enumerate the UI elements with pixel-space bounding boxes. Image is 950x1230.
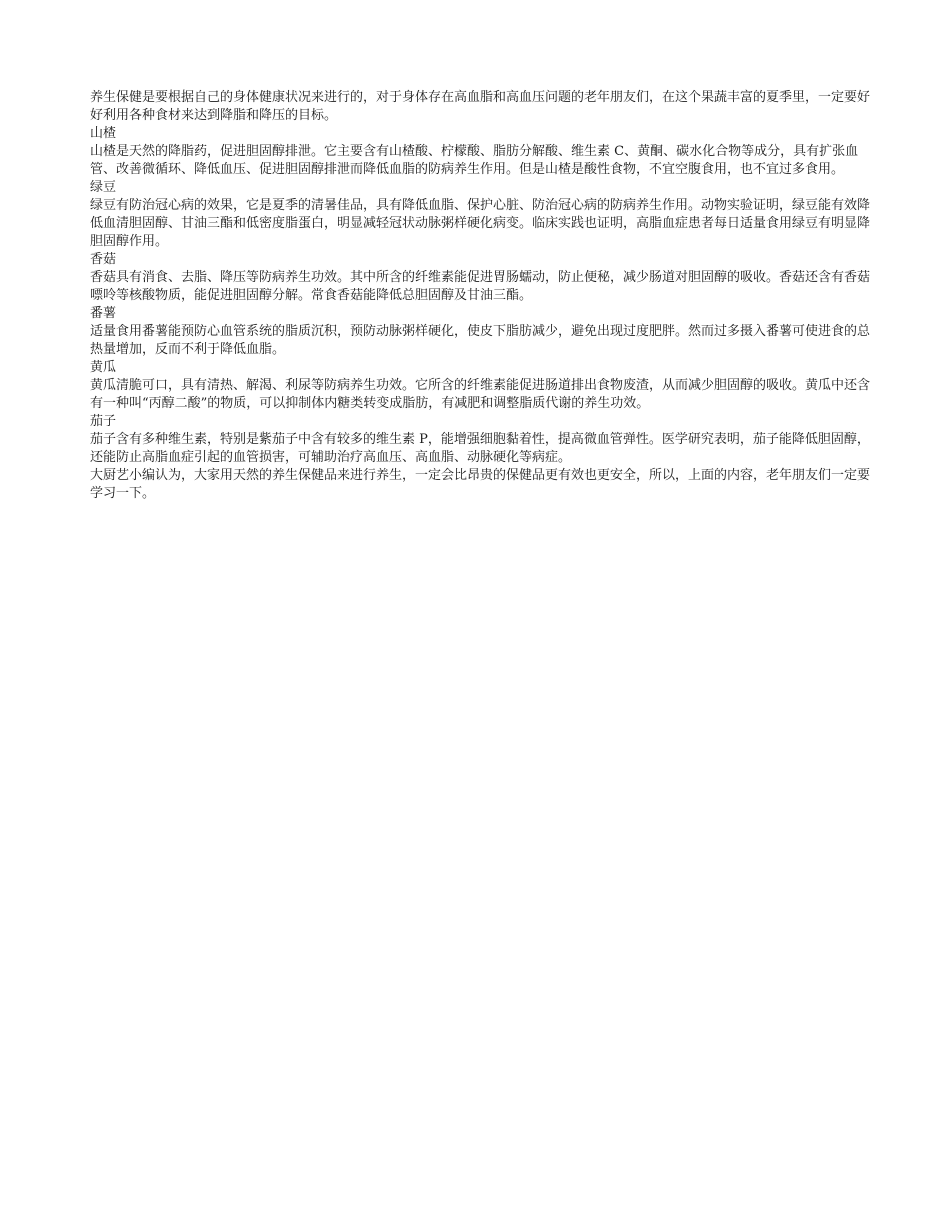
- section-title-cucumber: 黄瓜: [90, 360, 117, 375]
- section-title-sweet-potato: 番薯: [90, 306, 117, 321]
- section-body-eggplant: 茄子含有多种维生素，特别是紫茄子中含有较多的维生素 P，能增强细胞黏着性，提高微血管弹性。医学研究表明，茄子能降低胆固醇，还能防止高脂血症引起的血管损害，可辅助治疗高血压、高血脂、动脉硬化等病症。: [90, 432, 870, 465]
- section-body-shiitake: 香菇具有消食、去脂、降压等防病养生功效。其中所含的纤维素能促进胃肠蠕动，防止便秘，减少肠道对胆固醇的吸收。香菇还含有香菇嘌呤等核酸物质，能促进胆固醇分解。常食香菇能降低总胆固醇及甘油三酯。: [90, 270, 871, 303]
- section-body-mung-bean: 绿豆有防治冠心病的效果，它是夏季的清暑佳品，具有降低血脂、保护心脏、防治冠心病的防病养生作用。动物实验证明，绿豆能有效降低血清胆固醇、甘油三酯和低密度脂蛋白，明显减轻冠状动脉粥样硬化病变。临床实践也证明，高脂血症患者每日适量食用绿豆有明显降胆固醇作用。: [90, 198, 871, 249]
- intro-paragraph: 养生保健是要根据自己的身体健康状况来进行的，对于身体存在高血脂和高血压问题的老年朋友们，在这个果蔬丰富的夏季里，一定要好好利用各种食材来达到降脂和降压的目标。: [90, 90, 871, 123]
- section-body-sweet-potato: 适量食用番薯能预防心血管系统的脂质沉积，预防动脉粥样硬化，使皮下脂肪减少，避免出现过度肥胖。然而过多摄入番薯可使进食的总热量增加，反而不利于降低血脂。: [90, 324, 871, 357]
- section-title-mung-bean: 绿豆: [90, 180, 117, 195]
- conclusion-paragraph: 大厨艺小编认为，大家用天然的养生保健品来进行养生，一定会比昂贵的保健品更有效也更安全，所以，上面的内容，老年朋友们一定要学习一下。: [90, 468, 871, 501]
- section-title-hawthorn: 山楂: [90, 126, 117, 141]
- article: [90, 89, 880, 503]
- section-title-eggplant: 茄子: [90, 414, 117, 429]
- section-body-cucumber: 黄瓜清脆可口，具有清热、解渴、利尿等防病养生功效。它所含的纤维素能促进肠道排出食物废渣，从而减少胆固醇的吸收。黄瓜中还含有一种叫“丙醇二酸”的物质，可以抑制体内糖类转变成脂肪，有减肥和调整脂质代谢的养生功效。: [90, 378, 871, 411]
- section-body-hawthorn: 山楂是天然的降脂药，促进胆固醇排泄。它主要含有山楂酸、柠檬酸、脂肪分解酸、维生素 C、黄酮、碳水化合物等成分，具有扩张血管、改善微循环、降低血压、促进胆固醇排泄而降低血脂的防病养生作用。但是山楂是酸性食物，不宜空腹食用，也不宜过多食用。: [90, 144, 859, 177]
- section-title-shiitake: 香菇: [90, 252, 117, 267]
